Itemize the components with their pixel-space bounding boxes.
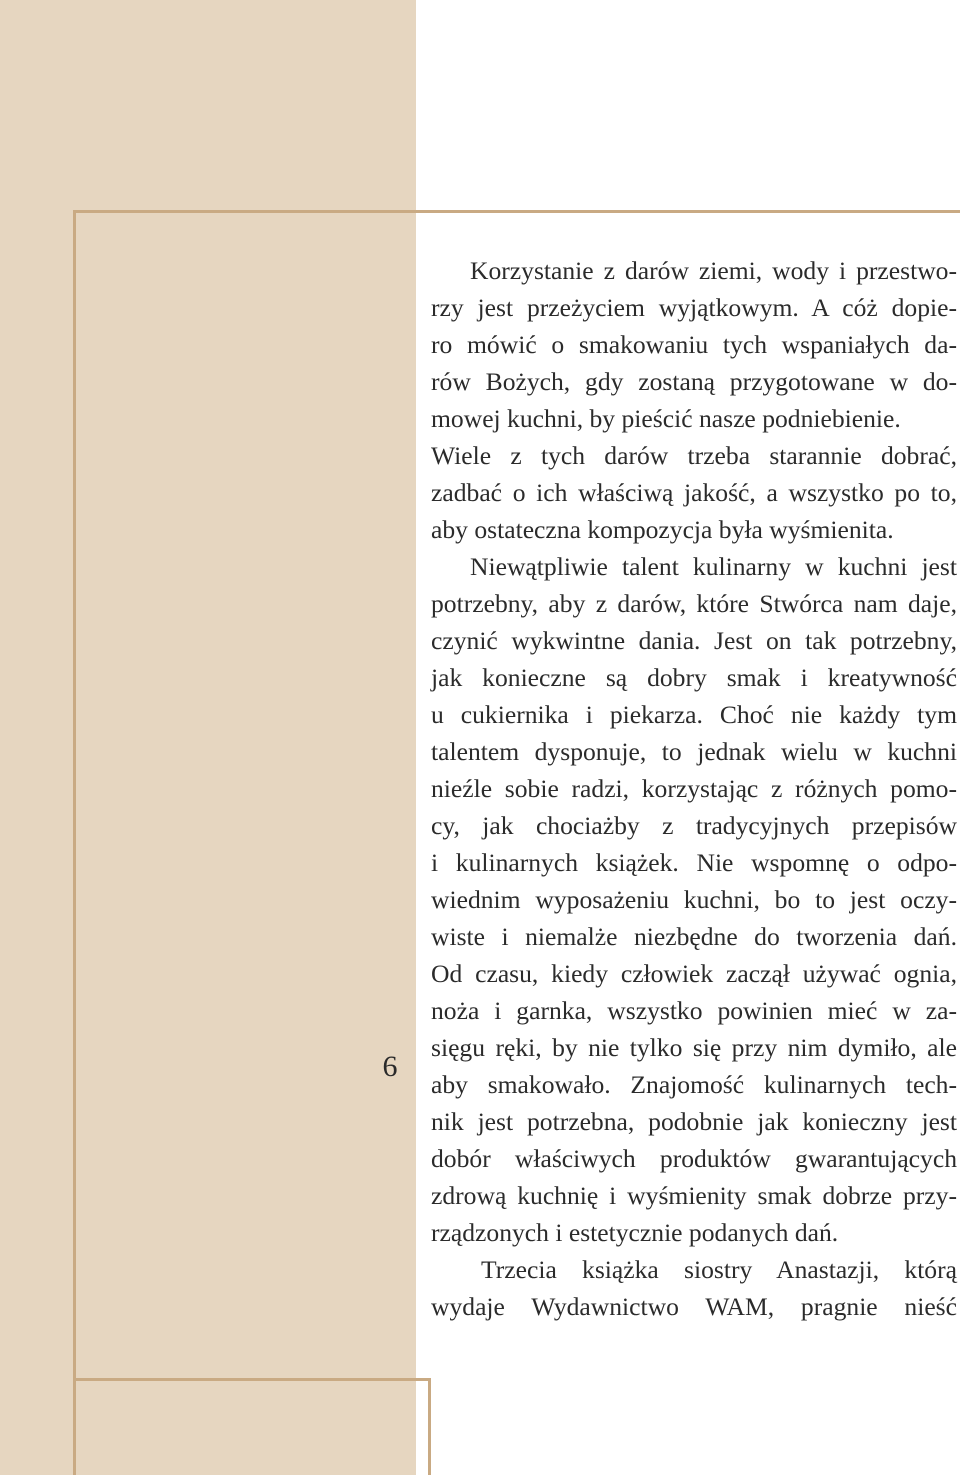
text-line: Od czasu, kiedy człowiek zaczął używać ognia, — [431, 959, 957, 988]
text-line: cy, jak chociażby z tradycyjnych przepisów — [431, 811, 957, 840]
text-line: Wiele z tych darów trzeba starannie dobrać, — [431, 441, 957, 470]
text-line: rów Bożych, gdy zostaną przygotowane w do- — [431, 367, 957, 396]
text-line: czynić wykwintne dania. Jest on tak potrzebny, — [431, 626, 957, 655]
text-line: zdrową kuchnię i wyśmienity smak dobrze przy- — [431, 1181, 957, 1210]
text-line: wiednim wyposażeniu kuchni, bo to jest oczy- — [431, 885, 957, 914]
text-line: dobór właściwych produktów gwarantujących — [431, 1144, 957, 1173]
text-line: aby smakowało. Znajomość kulinarnych tech- — [431, 1070, 957, 1099]
page-corner-right-rule — [428, 1378, 431, 1475]
text-line: mowej kuchni, by pieścić nasze podniebienie. — [431, 404, 901, 433]
text-line: Trzecia książka siostry Anastazji, którą — [481, 1255, 957, 1284]
text-line: wydaje Wydawnictwo WAM, pragnie nieść — [431, 1292, 957, 1321]
text-line: i kulinarnych książek. Nie wspomnę o odpo- — [431, 848, 957, 877]
page-number: 6 — [382, 1050, 398, 1083]
text-line: rzy jest przeżyciem wyjątkowym. A cóż dopie- — [431, 293, 957, 322]
left-decorative-panel — [0, 0, 416, 1475]
text-line: wiste i niemalże niezbędne do tworzenia dań. — [431, 922, 957, 951]
text-line: ro mówić o smakowaniu tych wspaniałych da- — [431, 330, 957, 359]
body-text — [431, 252, 957, 1325]
text-line: nieźle sobie radzi, korzystając z różnych pomo- — [431, 774, 957, 803]
text-line: zadbać o ich właściwą jakość, a wszystko po to, — [431, 478, 957, 507]
frame-top-rule — [73, 210, 960, 213]
text-line: aby ostateczna kompozycja była wyśmienita. — [431, 515, 894, 544]
text-line: potrzebny, aby z darów, które Stwórca nam daje, — [431, 589, 957, 618]
text-line: talentem dysponuje, to jednak wielu w kuchni — [431, 737, 957, 766]
text-line: nik jest potrzebna, podobnie jak konieczny jest — [431, 1107, 957, 1136]
text-line: Niewątpliwie talent kulinarny w kuchni jest — [470, 552, 957, 581]
frame-left-rule — [73, 210, 76, 1475]
text-line: noża i garnka, wszystko powinien mieć w za- — [431, 996, 957, 1025]
text-line: Korzystanie z darów ziemi, wody i przestwo- — [470, 256, 957, 285]
text-line: jak konieczne są dobry smak i kreatywność — [431, 663, 957, 692]
text-line: rządzonych i estetycznie podanych dań. — [431, 1218, 839, 1247]
text-line: u cukiernika i piekarza. Choć nie każdy tym — [431, 700, 957, 729]
page-corner-top-rule — [73, 1378, 431, 1381]
text-line: sięgu ręki, by nie tylko się przy nim dymiło, ale — [431, 1033, 957, 1062]
